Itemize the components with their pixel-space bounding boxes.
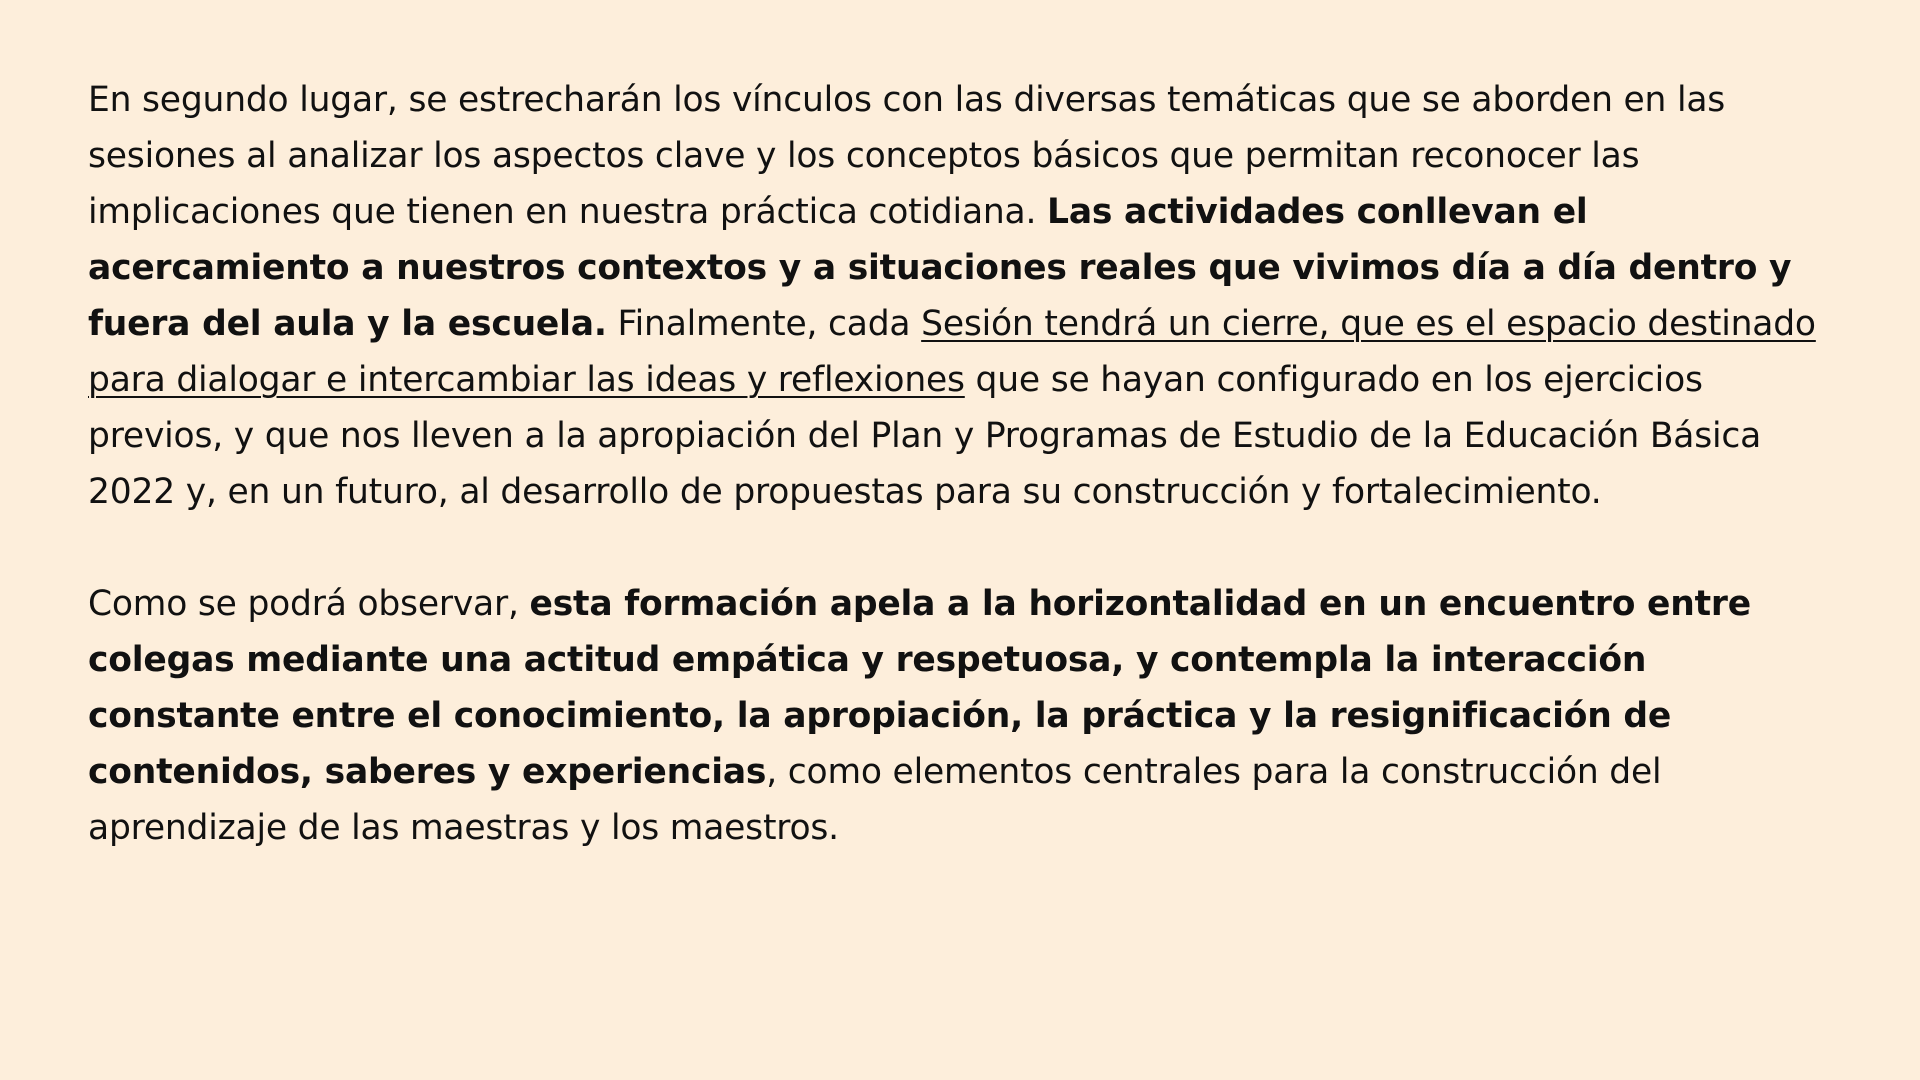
paragraph-1-text-1: En segundo lugar, se estrecharán los vínculos con las diversas temáticas que se aborden en las sesiones al analizar los aspectos clave y los conceptos básicos que permitan reconocer las implicaciones que tienen en nuestra práctica cotidiana. — [88, 80, 1726, 232]
paragraph-1 — [88, 72, 1828, 520]
paragraph-1-underlined-link[interactable]: Sesión tendrá un cierre, que es el espacio destinado para dialogar e intercambiar las ideas y reflexiones — [88, 304, 1816, 400]
paragraph-2 — [88, 576, 1828, 856]
paragraph-1-bold-1: Las actividades conllevan el acercamiento a nuestros contextos y a situaciones reales que vivimos día a día dentro y fuera del aula y la escuela. — [88, 192, 1792, 344]
paragraph-2-text-1: Como se podrá observar, — [88, 584, 530, 624]
paragraph-1-text-3: que se hayan configurado en los ejercicios previos, y que nos lleven a la apropiación del Plan y Programas de Estudio de la Educación Básica 2022 y, en un futuro, al desarrollo de propuestas para su construcción y fortalecimiento. — [88, 360, 1762, 512]
paragraph-1-text-2: Finalmente, cada — [606, 304, 922, 344]
document-body — [88, 72, 1828, 856]
paragraph-2-bold-1: esta formación apela a la horizontalidad en un encuentro entre colegas mediante una actitud empática y respetuosa, y contempla la interacción constante entre el conocimiento, la apropiación, la práctica y la resignificación de contenidos, saberes y experiencias — [88, 584, 1751, 792]
paragraph-2-text-2: , como elementos centrales para la construcción del aprendizaje de las maestras y los maestros. — [88, 752, 1662, 848]
